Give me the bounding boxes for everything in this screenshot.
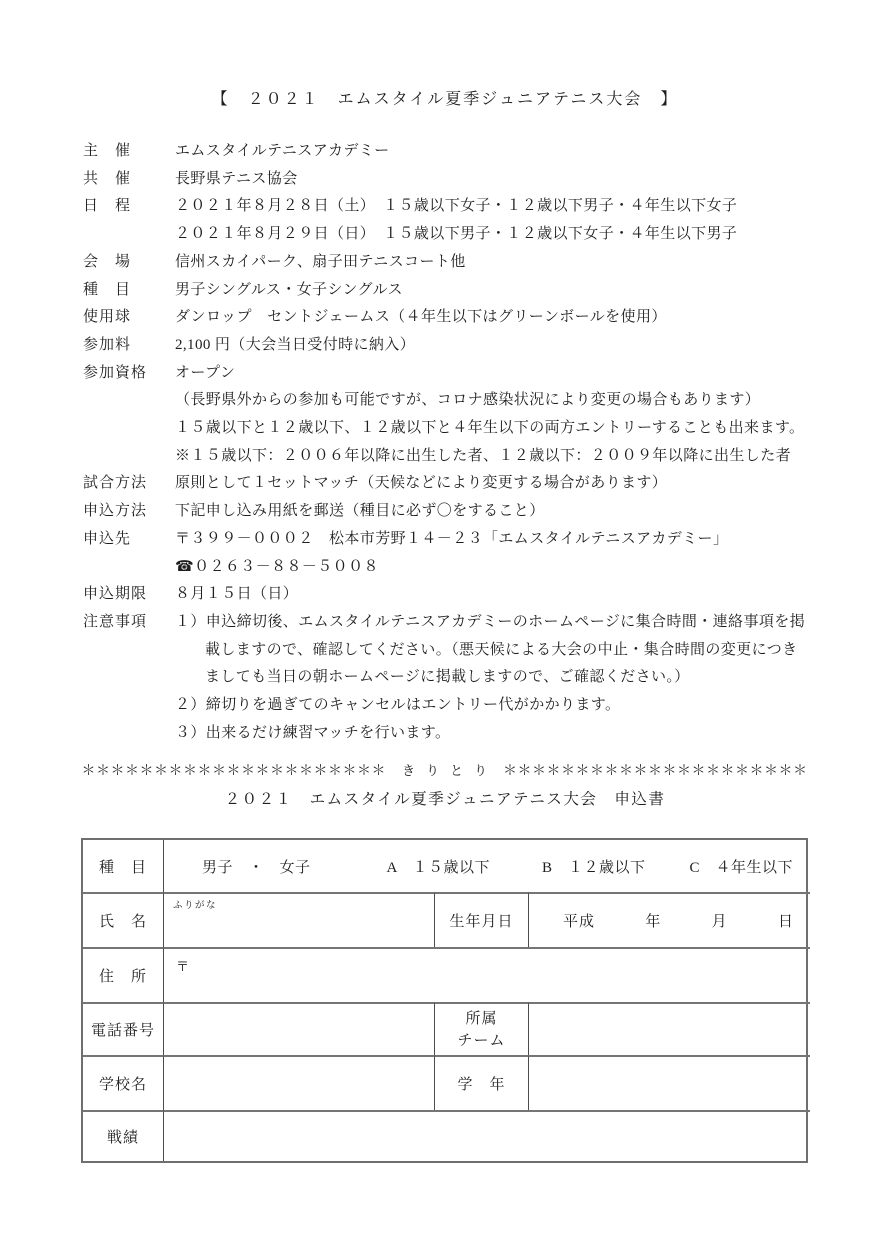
team-input-cell — [528, 1002, 810, 1055]
info-label — [83, 692, 175, 720]
info-label: 参加料 — [83, 336, 132, 353]
event-option-gender: 男子 ・ 女子 — [202, 859, 311, 876]
postal-mark-icon: 〒 — [176, 959, 190, 974]
furigana-label: ふりがな — [173, 901, 218, 911]
info-row — [83, 664, 853, 692]
address-label-cell: 住 所 — [83, 947, 163, 1002]
info-row — [83, 360, 853, 388]
info-label — [83, 720, 175, 748]
info-row — [83, 193, 853, 221]
info-value: 下記申し込み用紙を郵送（種目に必ず〇をすること） — [175, 503, 545, 520]
info-label: 参加資格 — [83, 364, 148, 381]
page-title: 【 ２０２１ エムスタイル夏季ジュニアテニス大会 】 — [211, 91, 679, 108]
application-form-title: ２０２１ エムスタイル夏季ジュニアテニス大会 申込書 — [224, 791, 666, 808]
info-row — [83, 581, 853, 609]
info-value: ３）出来るだけ練習マッチを行います。 — [175, 724, 451, 741]
info-label: 申込方法 — [83, 503, 148, 520]
info-label: 申込期限 — [83, 586, 148, 603]
info-value: ましても当日の朝ホームページに掲載しますので、ご確認ください。） — [205, 669, 690, 686]
info-label: 試合方法 — [83, 475, 148, 492]
info-value: 信州スカイパーク、扇子田テニスコート他 — [175, 253, 466, 270]
team-label-line1: 所属 — [465, 1010, 498, 1027]
info-row — [83, 720, 853, 748]
info-row — [83, 470, 853, 498]
month-label: 月 — [711, 914, 728, 930]
info-value: １５歳以下と１２歳以下、１２歳以下と４年生以下の両方エントリーすることも出来ます。 — [175, 420, 805, 437]
info-value: ８月１５日（日） — [175, 586, 299, 603]
record-label-cell: 戦績 — [83, 1110, 163, 1161]
info-row — [83, 166, 853, 194]
info-value: エムスタイルテニスアカデミー — [175, 143, 390, 159]
event-options-cell — [163, 840, 810, 892]
info-label — [83, 221, 175, 249]
info-row — [83, 304, 853, 332]
info-label: 会 場 — [83, 253, 132, 270]
info-label: 申込先 — [83, 530, 132, 547]
info-row — [83, 249, 853, 277]
cut-line — [81, 757, 808, 786]
info-value: 2,100 円（大会当日受付時に納入） — [175, 336, 416, 353]
record-input-cell — [163, 1110, 810, 1161]
info-value: ２０２１年８月２９日（日） １５歳以下男子・１２歳以下女子・４年生以下男子 — [175, 226, 738, 243]
info-row — [83, 443, 853, 471]
event-option-a: A １５歳以下 — [386, 859, 491, 876]
info-row — [83, 498, 853, 526]
birth-value-cell — [528, 892, 810, 947]
info-label — [83, 554, 175, 582]
event-option-c: C ４年生以下 — [689, 859, 794, 876]
info-value: 男子シングルス・女子シングルス — [175, 281, 403, 298]
info-value: 原則として１セットマッチ（天候などにより変更する場合があります） — [175, 475, 668, 492]
info-value: ダンロップ セントジェームス（４年生以下はグリーンボールを使用） — [175, 309, 667, 326]
info-value: ※１５歳以下：２００６年以降に出生した者、１２歳以下：２００９年以降に出生した者 — [175, 447, 792, 464]
info-label: 使用球 — [83, 309, 132, 326]
application-table — [81, 838, 808, 1163]
info-row — [83, 637, 853, 665]
info-row — [83, 138, 853, 166]
team-label-cell — [434, 1002, 528, 1055]
cutline-asterisks-right: ＊＊＊＊＊＊＊＊＊＊＊＊＊＊＊＊＊＊＊＊＊ — [503, 764, 808, 779]
info-label: 共 催 — [83, 170, 132, 187]
era-label: 平成 — [563, 914, 596, 930]
info-label — [83, 443, 175, 471]
address-input-cell — [163, 947, 810, 1002]
info-label — [83, 664, 175, 692]
info-value: ２０２１年８月２８日（土） １５歳以下女子・１２歳以下男子・４年生以下女子 — [175, 198, 738, 215]
name-input-cell — [163, 892, 434, 947]
info-row — [83, 526, 853, 554]
info-value: 〒３９９－０００２ 松本市芳野１４－２３「エムスタイルテニスアカデミー」 — [175, 530, 729, 547]
event-label-cell: 種 目 — [98, 859, 147, 876]
info-value: ☎０２６３－８８－５００８ — [175, 558, 379, 575]
info-value: オープン — [175, 364, 236, 381]
grade-input-cell — [528, 1055, 810, 1110]
info-value: （長野県外からの参加も可能ですが、コロナ感染状況により変更の場合もあります） — [175, 392, 761, 409]
school-input-cell — [163, 1055, 434, 1110]
info-row — [83, 692, 853, 720]
school-label-cell: 学校名 — [83, 1055, 163, 1110]
info-value: ２）締切りを過ぎてのキャンセルはエントリー代がかかります。 — [175, 697, 621, 714]
info-value: 載しますので、確認してください。（悪天候による大会の中止・集合時間の変更につき — [205, 641, 798, 658]
info-label — [83, 387, 175, 415]
cutline-label: きりとり — [401, 763, 498, 778]
info-section — [83, 138, 853, 747]
info-label: 種 目 — [83, 281, 132, 298]
info-row — [83, 415, 853, 443]
team-label-line2: チーム — [457, 1032, 506, 1049]
info-label — [83, 637, 175, 665]
info-label: 主 催 — [83, 143, 132, 159]
info-label: 日 程 — [83, 198, 132, 215]
info-row — [83, 554, 853, 582]
info-label — [83, 415, 175, 443]
info-label: 注意事項 — [83, 613, 148, 630]
event-option-b: B １２歳以下 — [542, 859, 646, 876]
info-row — [83, 221, 853, 249]
info-value: 長野県テニス協会 — [175, 170, 298, 187]
day-label: 日 — [777, 914, 794, 930]
info-value: １）申込締切後、エムスタイルテニスアカデミーのホームページに集合時間・連絡事項を掲 — [175, 613, 806, 630]
info-row — [83, 332, 853, 360]
info-row — [83, 387, 853, 415]
name-label-cell: 氏 名 — [83, 892, 163, 947]
info-row — [83, 609, 853, 637]
phone-input-cell — [163, 1002, 434, 1055]
grade-label-cell: 学 年 — [434, 1055, 528, 1110]
cutline-asterisks-left: ＊＊＊＊＊＊＊＊＊＊＊＊＊＊＊＊＊＊＊＊＊ — [81, 764, 386, 779]
info-row — [83, 277, 853, 305]
year-label: 年 — [645, 914, 662, 930]
birth-label-cell: 生年月日 — [434, 892, 528, 947]
phone-label-cell: 電話番号 — [83, 1002, 163, 1055]
